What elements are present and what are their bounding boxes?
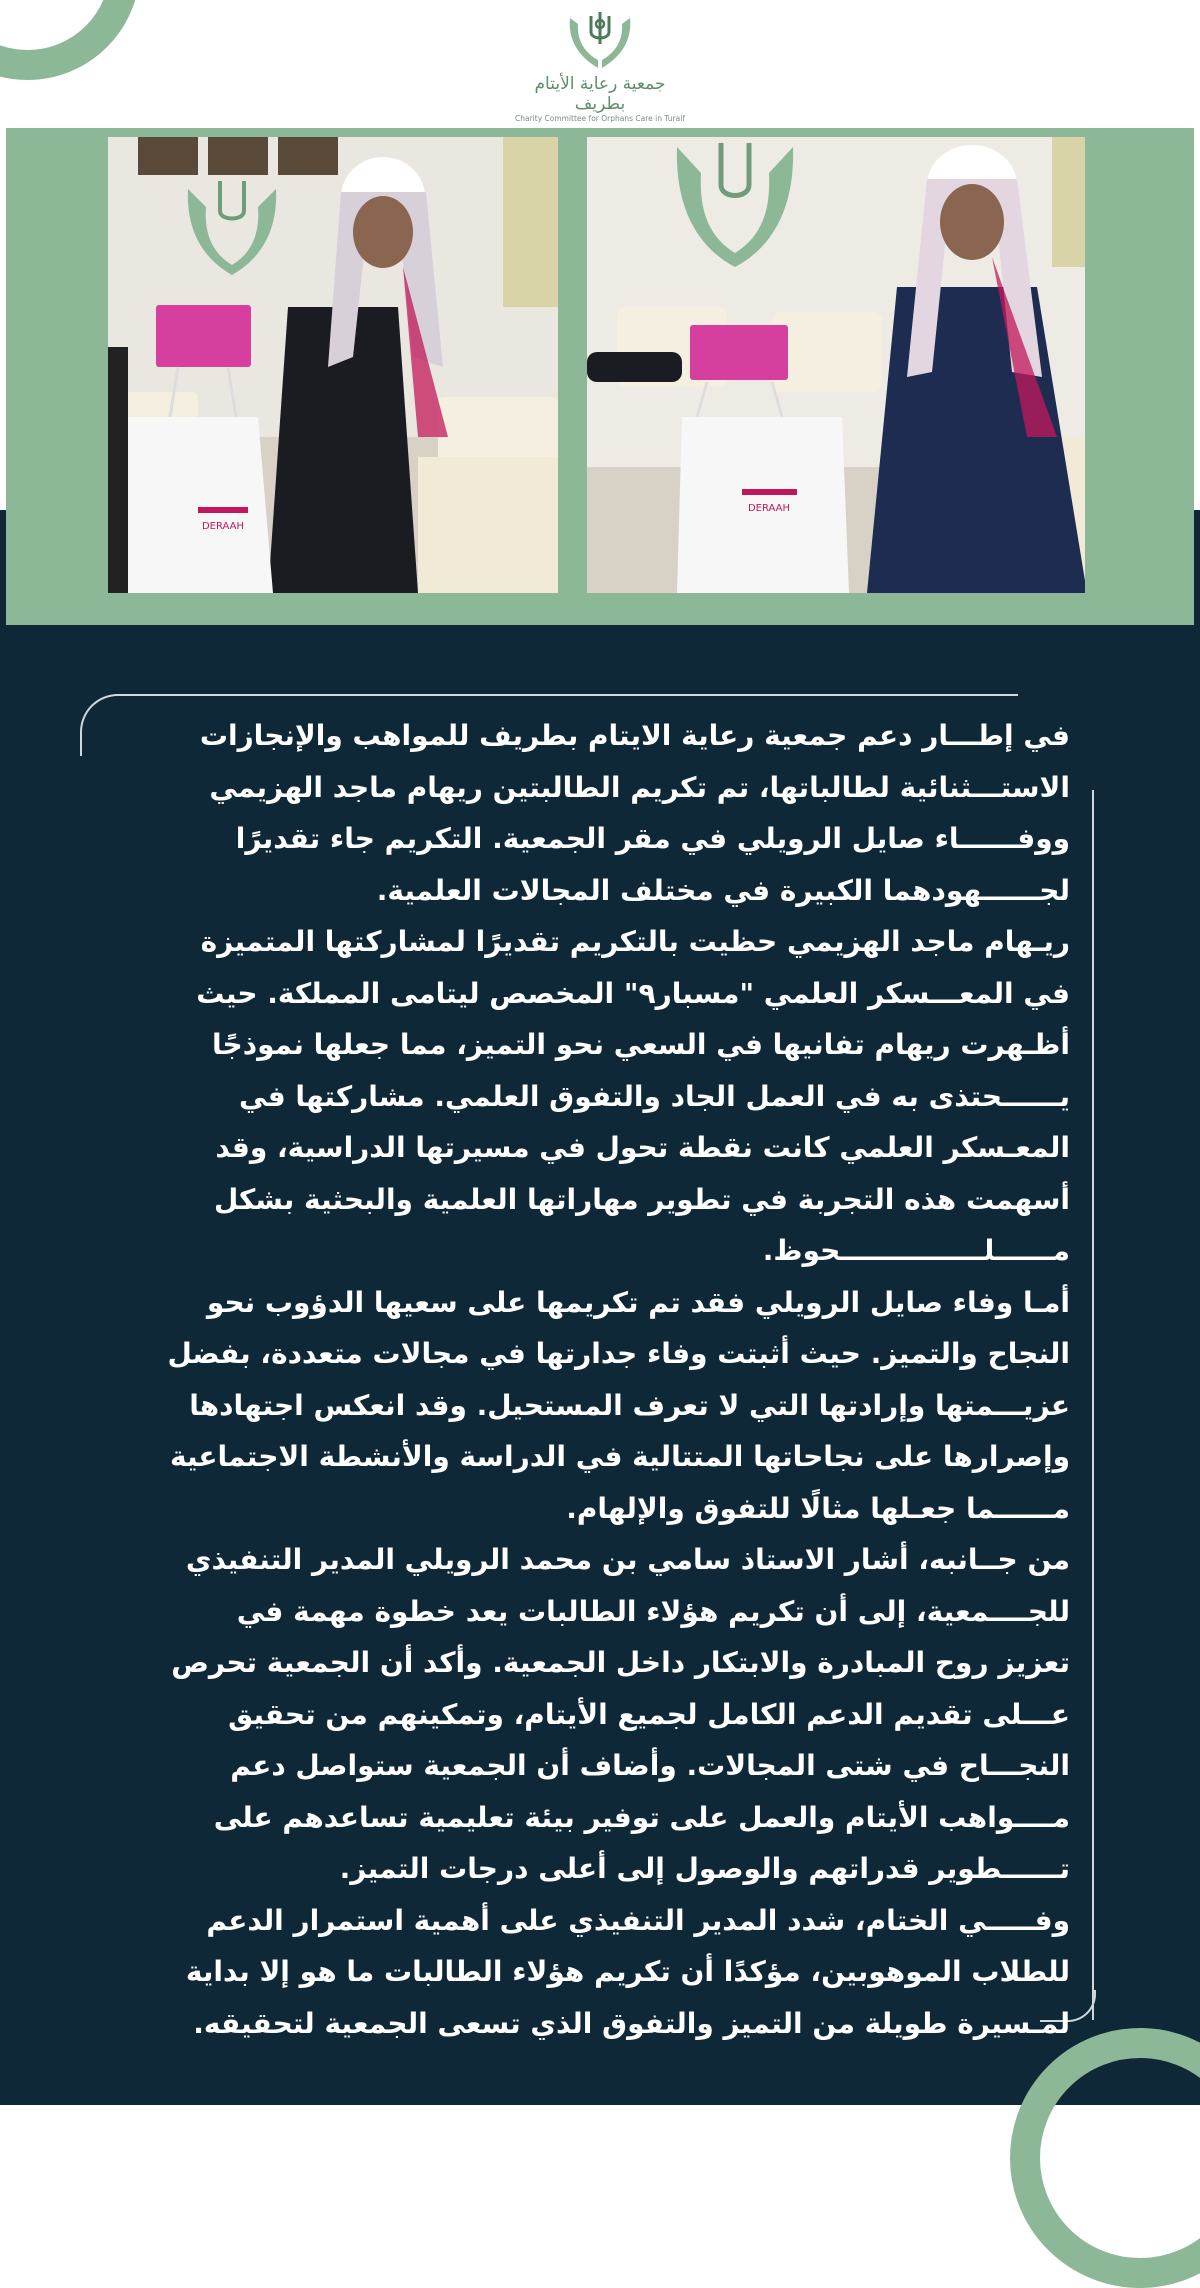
organization-logo[interactable] [510,10,690,122]
article-line: ووفــــــاء صايل الرويلي في مقر الجمعية. التكريم جاء تقديرًا [235,822,1070,855]
bag-brand-label: DERAAH [201,521,245,532]
article-line: النجاح والتميز. حيث أثبتت وفاء جدارتها في مجالات متعددة، بفضل [167,1337,1070,1370]
article-line: النجـــاح في شتى المجالات. وأضاف أن الجمعية ستواصل دعم [230,1749,1070,1782]
article-line: الاستـــثنائية لطالباتها، تم تكريم الطالبتين ريهام ماجد الهزيمي [209,770,1070,804]
article-line: تــــــطوير قدراتهم والوصول إلى أعلى درجات التميز. [339,1852,1070,1885]
article-line: أظـهرت ريهام تفانيها في السعي نحو التميز، مما جعلها نموذجًا [212,1028,1070,1061]
article-line: أمـا وفاء صايل الرويلي فقد تم تكريمها على سعيها الدؤوب نحو [206,1285,1070,1319]
article-line: مــــــلـــــــــــــــحوظ. [762,1234,1070,1267]
article-body [95,710,1070,2049]
article-line: أسهمت هذه التجربة في تطوير مهاراتها العلمية والبحثية بشكل [213,1182,1070,1216]
article-line: من جــانبه، أشار الاستاذ سامي بن محمد الرويلي المدير التنفيذي [185,1543,1070,1576]
article-line: ريـهام ماجد الهزيمي حظيت بالتكريم تقديرًا لمشاركتها المتميزة [200,925,1070,958]
logo-name-arabic: جمعية رعاية الأيتام بطريف [534,74,666,114]
article-line: وفـــــي الختام، شدد المدير التنفيذي على أهمية استمرار الدعم [206,1903,1070,1937]
article-line: تعزيز روح المبادرة والابتكار داخل الجمعية. وأكد أن الجمعية تحرص [171,1646,1070,1679]
article-line: في المعـــسكر العلمي "مسبار٩" المخصص ليتامى المملكة. حيث [196,976,1070,1010]
article-line: عـــلى تقديم الدعم الكامل لجميع الأيتام، وتمكينهم من تحقيق [228,1697,1070,1731]
article-line: المعـسكر العلمي كانت نقطة تحول في مسيرتها الدراسية، وقد [215,1131,1070,1164]
hands-holding-emblem-icon [564,10,636,72]
article-line: في إطـــار دعم جمعية رعاية الايتام بطريف للمواهب والإنجازات [199,719,1070,752]
article-line: للجــــمعية، إلى أن تكريم هؤلاء الطالبات يعد خطوة مهمة في [236,1594,1070,1628]
article-line: وإصرارها على نجاحاتها المتتالية في الدراسة والأنشطة الاجتماعية [169,1440,1070,1473]
logo-name-english: Charity Committee for Orphans Care in Turaif [515,114,685,123]
article-line: لمـسيرة طويلة من التميز والتفوق الذي تسعى الجمعية لتحقيقه. [193,2006,1070,2040]
photo-award-ceremony-2 [587,137,1085,593]
text-frame-right [1092,790,1094,2020]
article-line: مــــــما جعـلها مثالًا للتفوق والإلهام. [566,1491,1070,1525]
article-line: عزيـــمتها وإرادتها التي لا تعرف المستحيل. وقد انعكس اجتهادها [189,1388,1070,1422]
article-line: يــــــحتذى به في العمل الجاد والتفوق العلمي. مشاركتها في [239,1079,1070,1113]
article-line: مــــواهب الأيتام والعمل على توفير بيئة تعليمية تساعدهم على [213,1800,1070,1834]
bag-brand-label: DERAAH [747,503,791,514]
article-line: للطلاب الموهوبين، مؤكدًا أن تكريم هؤلاء الطالبات ما هو إلا بداية [185,1955,1070,1988]
photo-award-ceremony-1 [108,137,558,593]
article-line: لجــــــهودهما الكبيرة في مختلف المجالات العلمية. [376,873,1070,907]
